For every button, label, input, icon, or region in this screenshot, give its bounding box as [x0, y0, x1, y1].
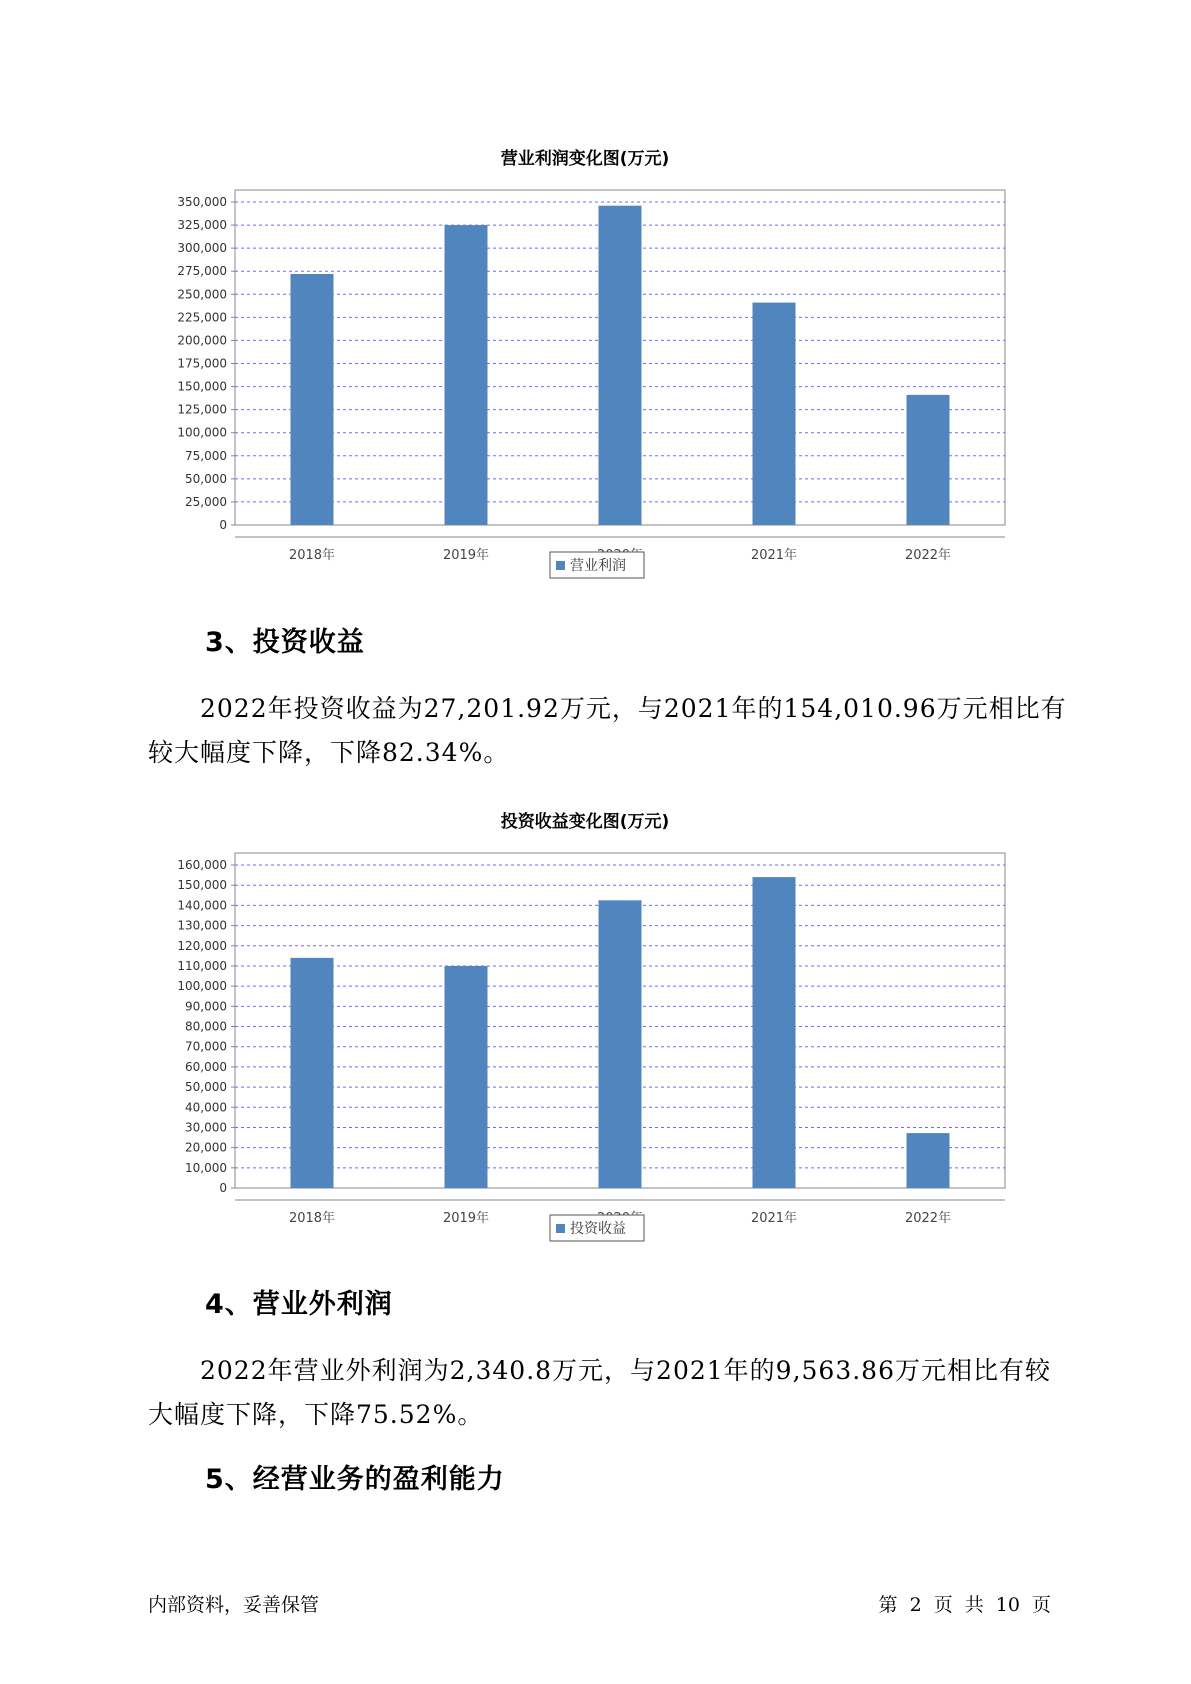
y-tick-label: 225,000: [177, 310, 227, 325]
section-3-heading: 3、投资收益: [205, 627, 365, 658]
bar: [753, 877, 796, 1188]
y-tick-label: 150,000: [177, 878, 227, 893]
y-tick-label: 325,000: [177, 218, 227, 233]
y-tick-label: 160,000: [177, 858, 227, 872]
bar: [291, 958, 334, 1188]
y-tick-label: 140,000: [177, 898, 227, 913]
y-tick-label: 40,000: [185, 1100, 227, 1115]
x-tick-label: 2021年: [750, 1211, 798, 1226]
x-tick-label: 2018年: [288, 1211, 336, 1226]
y-tick-label: 130,000: [177, 918, 227, 933]
bar: [907, 395, 950, 525]
legend-swatch: [556, 1224, 565, 1233]
x-tick-label: 2021年: [750, 548, 798, 563]
y-tick-label: 110,000: [177, 958, 227, 973]
bar: [907, 1133, 950, 1188]
legend-label: 投资收益: [570, 1221, 626, 1237]
y-tick-label: 80,000: [185, 1019, 227, 1034]
bar: [599, 206, 642, 525]
y-tick-label: 175,000: [177, 356, 227, 371]
chart-svg: [150, 843, 1020, 1283]
legend-label: 营业利润: [570, 558, 626, 574]
y-tick-label: 100,000: [177, 979, 227, 994]
footer-confidential-note: 内部资料，妥善保管: [148, 1594, 320, 1616]
bar: [445, 225, 488, 525]
chart-title: 投资收益变化图(万元): [500, 812, 670, 832]
bar: [445, 966, 488, 1188]
section-4-heading: 4、营业外利润: [205, 1289, 393, 1320]
y-tick-label: 30,000: [185, 1120, 227, 1135]
x-tick-label: 2019年: [442, 1211, 490, 1226]
chart-title: 营业利润变化图(万元): [500, 149, 670, 169]
y-tick-label: 350,000: [177, 195, 227, 209]
y-tick-label: 75,000: [185, 448, 227, 463]
y-tick-label: 275,000: [177, 264, 227, 279]
x-tick-label: 2022年: [904, 548, 952, 563]
operating-profit-chart: [150, 140, 1020, 590]
y-tick-label: 25,000: [185, 494, 227, 509]
section-3-paragraph: 2022年投资收益为27,201.92万元，与2021年的154,010.96万元相比有较大幅度下降，下降82.34%。: [148, 694, 1067, 767]
y-tick-label: 60,000: [185, 1059, 227, 1074]
x-tick-label: 2022年: [904, 1211, 952, 1226]
x-tick-label: 2018年: [288, 548, 336, 563]
y-tick-label: 20,000: [185, 1140, 227, 1155]
y-tick-label: 300,000: [177, 241, 227, 256]
y-tick-label: 10,000: [185, 1160, 227, 1175]
y-tick-label: 50,000: [185, 1080, 227, 1095]
legend-swatch: [556, 561, 565, 570]
investment-income-chart: [150, 803, 1020, 1253]
section-4-paragraph: 2022年营业外利润为2,340.8万元，与2021年的9,563.86万元相比有较大幅度下降，下降75.52%。: [148, 1356, 1051, 1429]
y-tick-label: 150,000: [177, 379, 227, 394]
y-tick-label: 50,000: [185, 471, 227, 486]
y-tick-label: 120,000: [177, 938, 227, 953]
y-tick-label: 70,000: [185, 1039, 227, 1054]
y-tick-label: 250,000: [177, 287, 227, 302]
y-tick-label: 90,000: [185, 999, 227, 1014]
y-tick-label: 0: [219, 518, 227, 532]
footer-page-number: 第 2 页 共 10 页: [878, 1594, 1051, 1616]
y-tick-label: 125,000: [177, 402, 227, 417]
bar: [753, 303, 796, 525]
bar: [291, 274, 334, 525]
chart-svg: [150, 180, 1020, 620]
bar: [599, 900, 642, 1188]
x-tick-label: 2019年: [442, 548, 490, 563]
section-5-heading: 5、经营业务的盈利能力: [205, 1464, 505, 1495]
y-tick-label: 200,000: [177, 333, 227, 348]
y-tick-label: 100,000: [177, 425, 227, 440]
y-tick-label: 0: [219, 1181, 227, 1195]
